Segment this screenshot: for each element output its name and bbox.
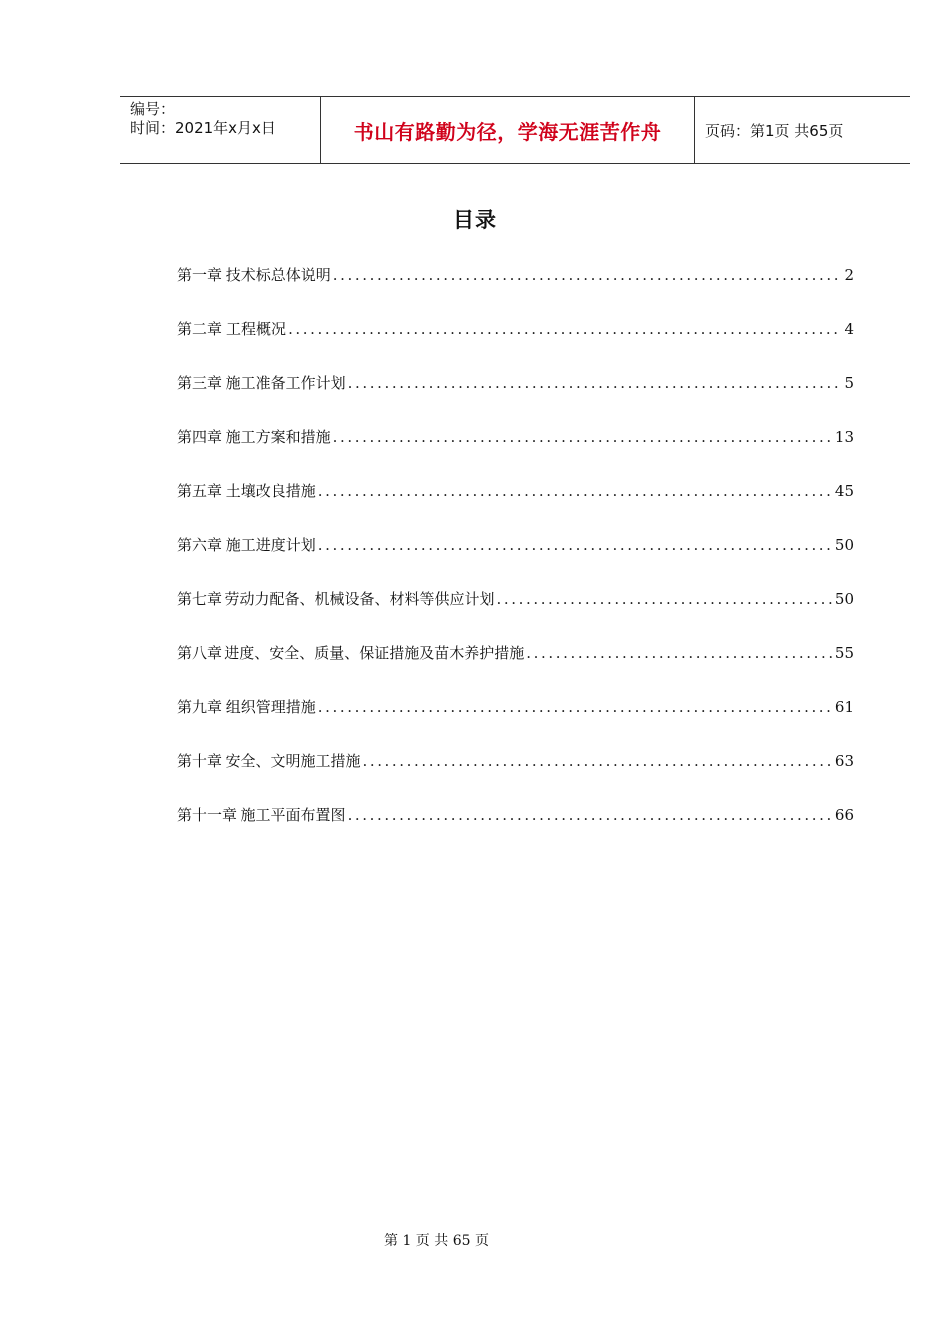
toc-entry-name: 技术标总体说明 [225, 266, 331, 284]
toc-page-number: 2 [844, 266, 854, 284]
toc-dot-leader [496, 588, 832, 610]
document-number-label: 编号： [130, 100, 176, 118]
toc-chapter: 第一章 [177, 266, 223, 284]
toc-dot-leader [288, 318, 842, 340]
toc-chapter: 第九章 [177, 698, 223, 716]
toc-entry-name: 劳动力配备、机械设备、材料等供应计划 [224, 590, 495, 608]
toc-entry[interactable] [177, 318, 854, 372]
toc-title: 目录 [453, 208, 497, 232]
toc-entry-name: 安全、文明施工措施 [225, 752, 361, 770]
toc-entry[interactable] [177, 750, 854, 804]
toc-chapter: 第二章 [177, 320, 223, 338]
toc-page-number: 13 [834, 428, 854, 446]
toc-entry[interactable] [177, 264, 854, 318]
toc-chapter: 第五章 [177, 482, 223, 500]
toc-page-number: 50 [834, 590, 854, 608]
toc-entry[interactable] [177, 534, 854, 588]
toc-chapter: 第十一章 [177, 806, 238, 824]
toc-entry-name: 进度、安全、质量、保证措施及苗木养护措施 [224, 644, 525, 662]
toc-dot-leader [318, 480, 833, 502]
toc-chapter: 第十章 [177, 752, 223, 770]
header-meta-cell [120, 97, 321, 163]
toc-entry-name: 施工平面布置图 [240, 806, 346, 824]
toc-chapter: 第六章 [177, 536, 223, 554]
toc-chapter: 第七章 [177, 590, 223, 608]
toc-dot-leader [333, 264, 843, 286]
page-footer: 第 1 页 共 65 页 [384, 1233, 489, 1249]
toc-chapter: 第三章 [177, 374, 223, 392]
toc-page-number: 45 [834, 482, 854, 500]
toc-dot-leader [318, 534, 833, 556]
toc-page-number: 61 [834, 698, 854, 716]
toc-entry[interactable] [177, 426, 854, 480]
toc-list [177, 264, 854, 858]
toc-page-number: 66 [834, 806, 854, 824]
toc-entry-name: 组织管理措施 [225, 698, 316, 716]
toc-entry[interactable] [177, 696, 854, 750]
toc-page-number: 55 [834, 644, 854, 662]
toc-dot-leader [348, 804, 833, 826]
toc-entry[interactable] [177, 642, 854, 696]
document-time-label: 时间：2021年x月x日 [130, 119, 276, 137]
document-header [120, 96, 910, 164]
toc-dot-leader [526, 642, 833, 664]
toc-entry-name: 施工进度计划 [225, 536, 316, 554]
toc-page-number: 4 [844, 320, 854, 338]
toc-chapter: 第八章 [177, 644, 223, 662]
toc-entry-name: 土壤改良措施 [225, 482, 316, 500]
toc-entry[interactable] [177, 588, 854, 642]
toc-entry-name: 工程概况 [226, 320, 287, 338]
header-page-info: 页码：第1页 共65页 [705, 121, 844, 140]
toc-entry[interactable] [177, 804, 854, 858]
toc-page-number: 63 [834, 752, 854, 770]
toc-dot-leader [348, 372, 843, 394]
toc-entry-name: 施工方案和措施 [225, 428, 331, 446]
toc-dot-leader [318, 696, 833, 718]
toc-entry-name: 施工准备工作计划 [225, 374, 346, 392]
toc-dot-leader [333, 426, 833, 448]
header-motto: 书山有路勤为径，学海无涯苦作舟 [321, 97, 695, 163]
toc-entry[interactable] [177, 372, 854, 426]
toc-page-number: 50 [834, 536, 854, 554]
toc-page-number: 5 [844, 374, 854, 392]
toc-dot-leader [362, 750, 832, 772]
toc-chapter: 第四章 [177, 428, 223, 446]
toc-entry[interactable] [177, 480, 854, 534]
